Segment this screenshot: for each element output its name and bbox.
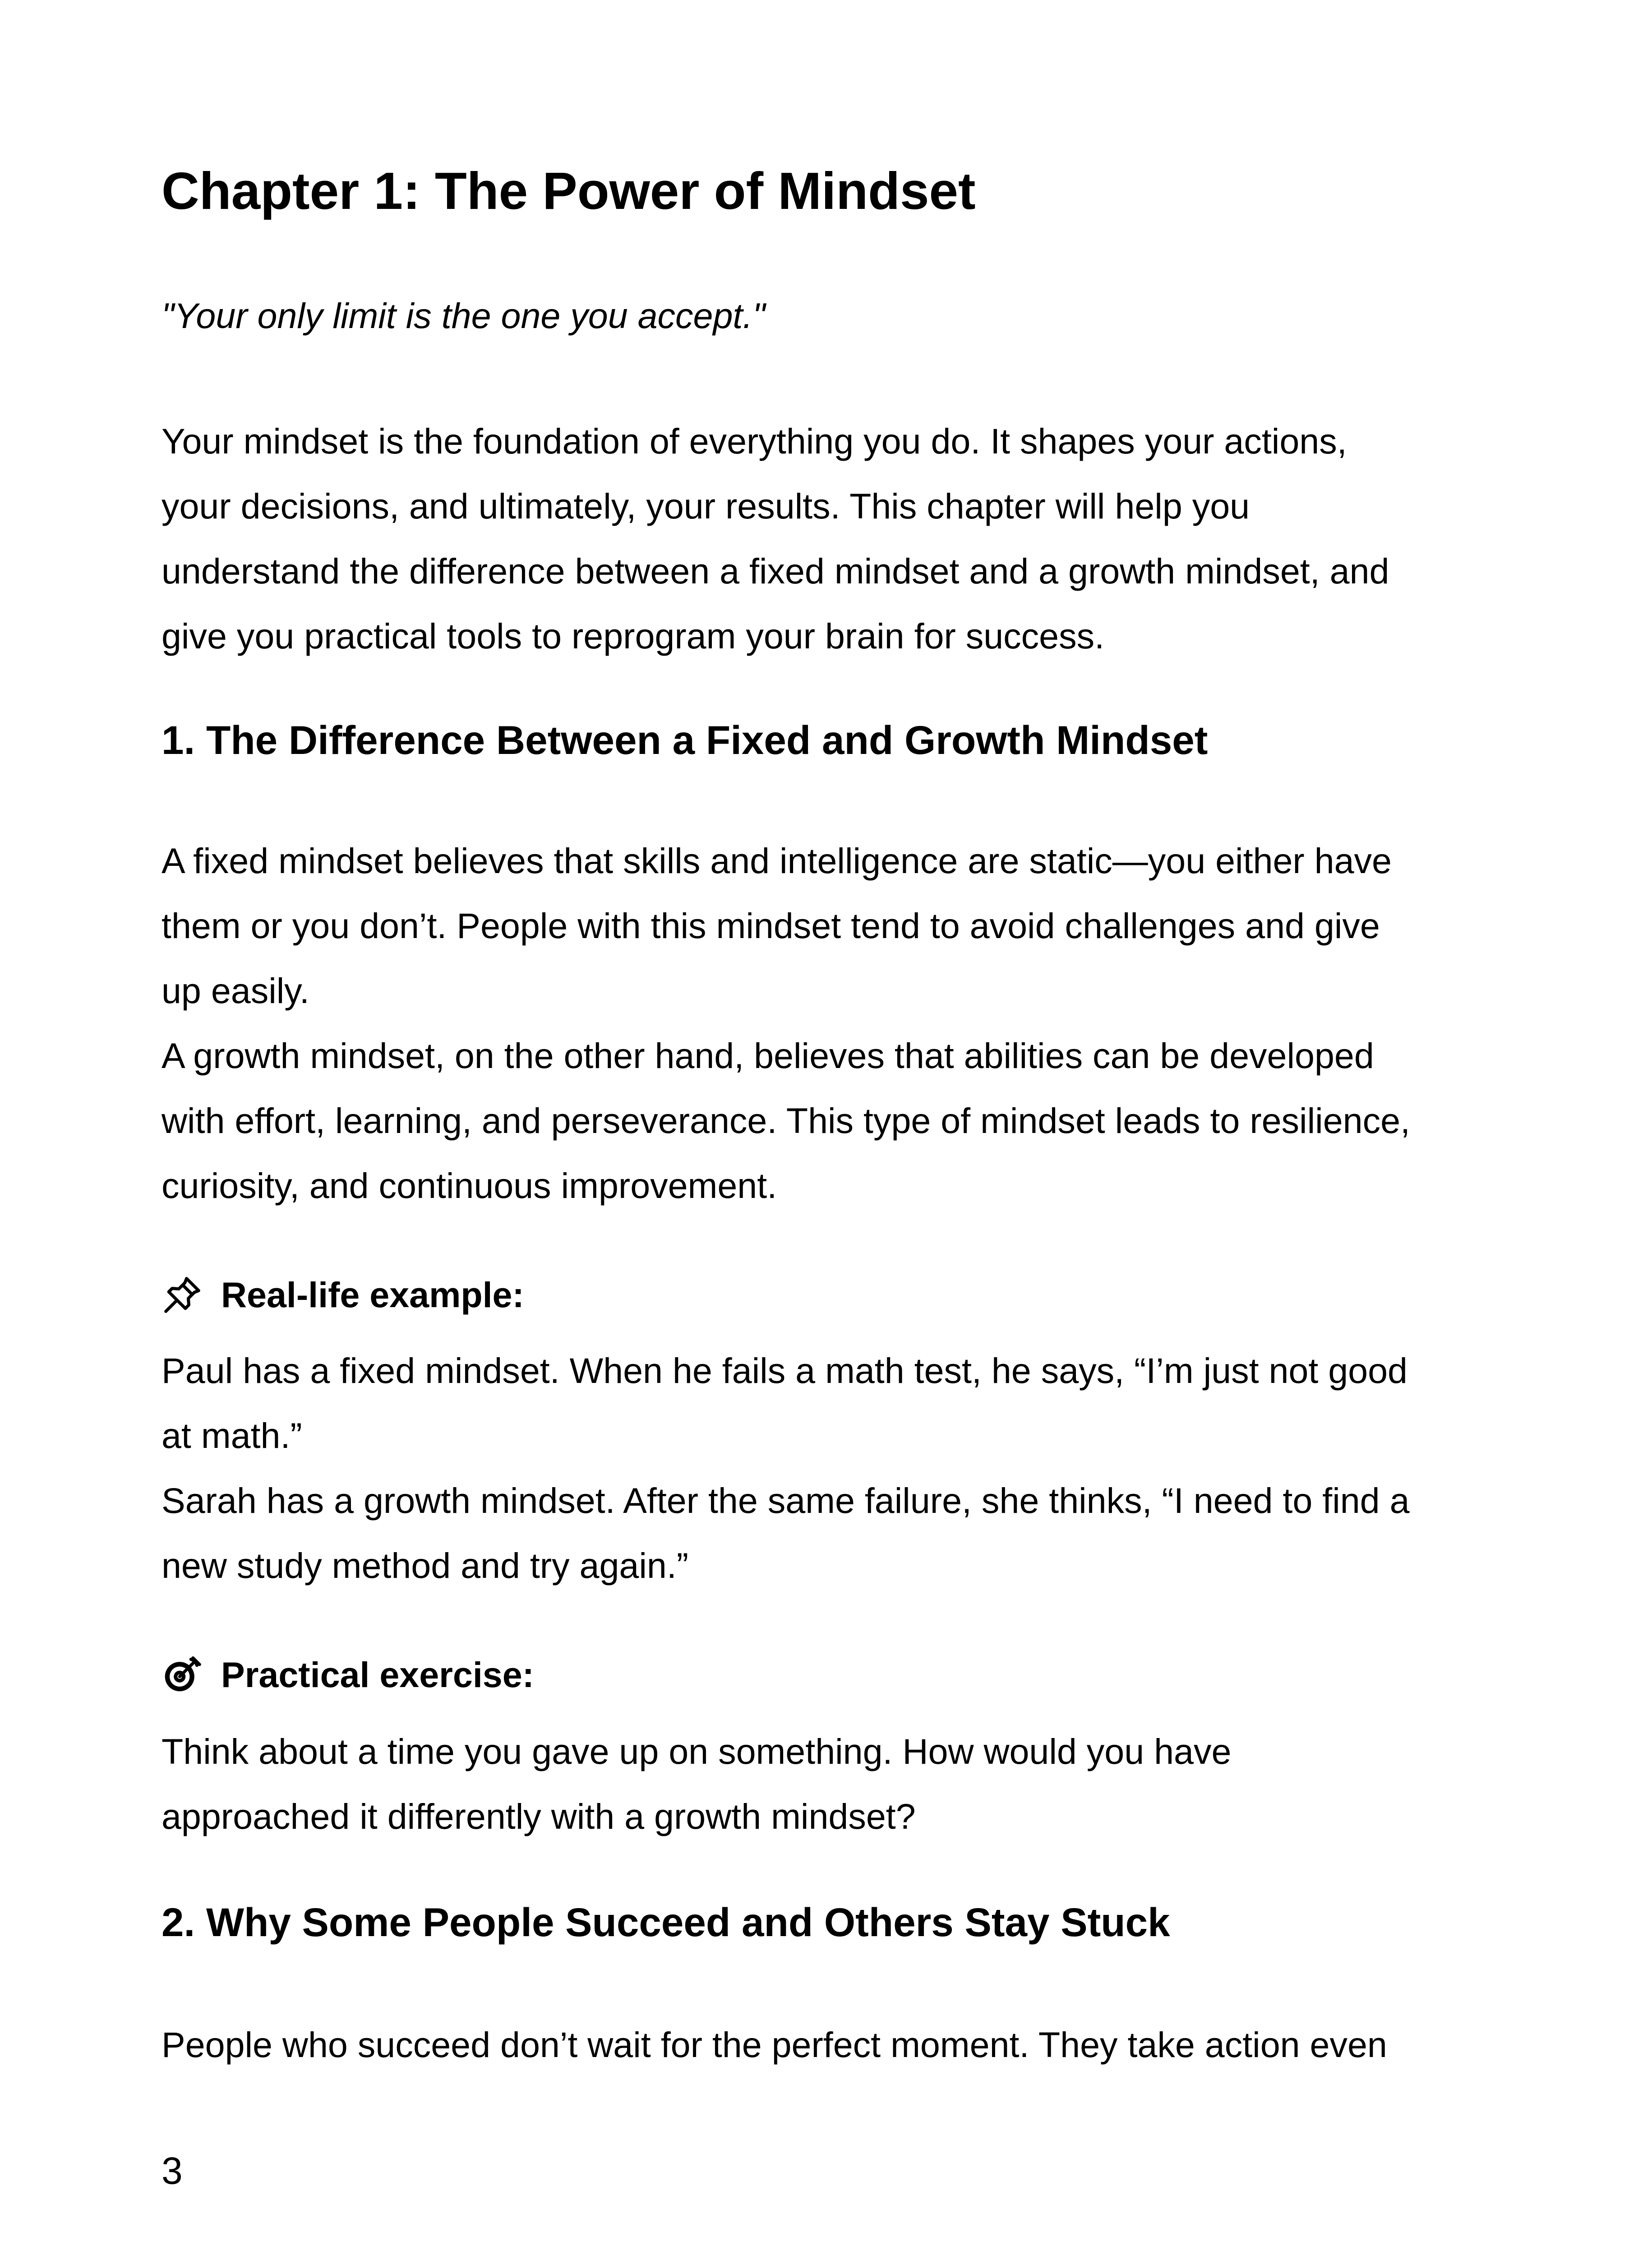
intro-paragraph <box>162 409 1389 669</box>
section-heading: 2. Why Some People Succeed and Others Stay Stuck <box>162 1900 1170 1945</box>
text-line: Your mindset is the foundation of everything you do. It shapes your actions, <box>162 421 1347 461</box>
text-line: new study method and try again.” <box>162 1545 689 1586</box>
exercise-label-text: Practical exercise: <box>221 1655 534 1695</box>
text-line: Think about a time you gave up on something. How would you have <box>162 1731 1232 1771</box>
text-line: A growth mindset, on the other hand, believes that abilities can be developed <box>162 1036 1374 1076</box>
text-line: understand the difference between a fixed mindset and a growth mindset, and <box>162 551 1389 591</box>
exercise-label <box>162 1648 534 1702</box>
text-line: give you practical tools to reprogram your brain for success. <box>162 616 1105 656</box>
section2-paragraph <box>162 2012 1387 2077</box>
example-label <box>162 1268 524 1322</box>
text-line: Paul has a fixed mindset. When he fails a math test, he says, “I’m just not good <box>162 1350 1407 1391</box>
text-line: approached it differently with a growth mindset? <box>162 1796 916 1836</box>
exercise-paragraph <box>162 1719 1231 1849</box>
text-line: up easily. <box>162 971 309 1011</box>
text-line: People who succeed don’t wait for the perfect moment. They take action even <box>162 2025 1387 2065</box>
text-line: your decisions, and ultimately, your results. This chapter will help you <box>162 486 1250 526</box>
target-icon <box>162 1654 203 1696</box>
text-line: Sarah has a growth mindset. After the same failure, she thinks, “I need to find a <box>162 1480 1410 1521</box>
example-label-text: Real-life example: <box>221 1275 524 1315</box>
section1-paragraph <box>162 828 1410 1218</box>
text-line: A fixed mindset believes that skills and intelligence are static—you either have <box>162 841 1392 881</box>
text-line: curiosity, and continuous improvement. <box>162 1165 777 1206</box>
pushpin-icon <box>162 1274 203 1316</box>
page-number: 3 <box>162 2150 183 2192</box>
section-heading: 1. The Difference Between a Fixed and Growth Mindset <box>162 717 1208 763</box>
example-paragraph <box>162 1338 1410 1598</box>
text-line: at math.” <box>162 1415 302 1456</box>
chapter-quote: "Your only limit is the one you accept." <box>162 296 766 336</box>
text-line: them or you don’t. People with this mindset tend to avoid challenges and give <box>162 906 1380 946</box>
chapter-title: Chapter 1: The Power of Mindset <box>162 162 976 220</box>
text-line: with effort, learning, and perseverance. This type of mindset leads to resilience, <box>162 1100 1410 1141</box>
